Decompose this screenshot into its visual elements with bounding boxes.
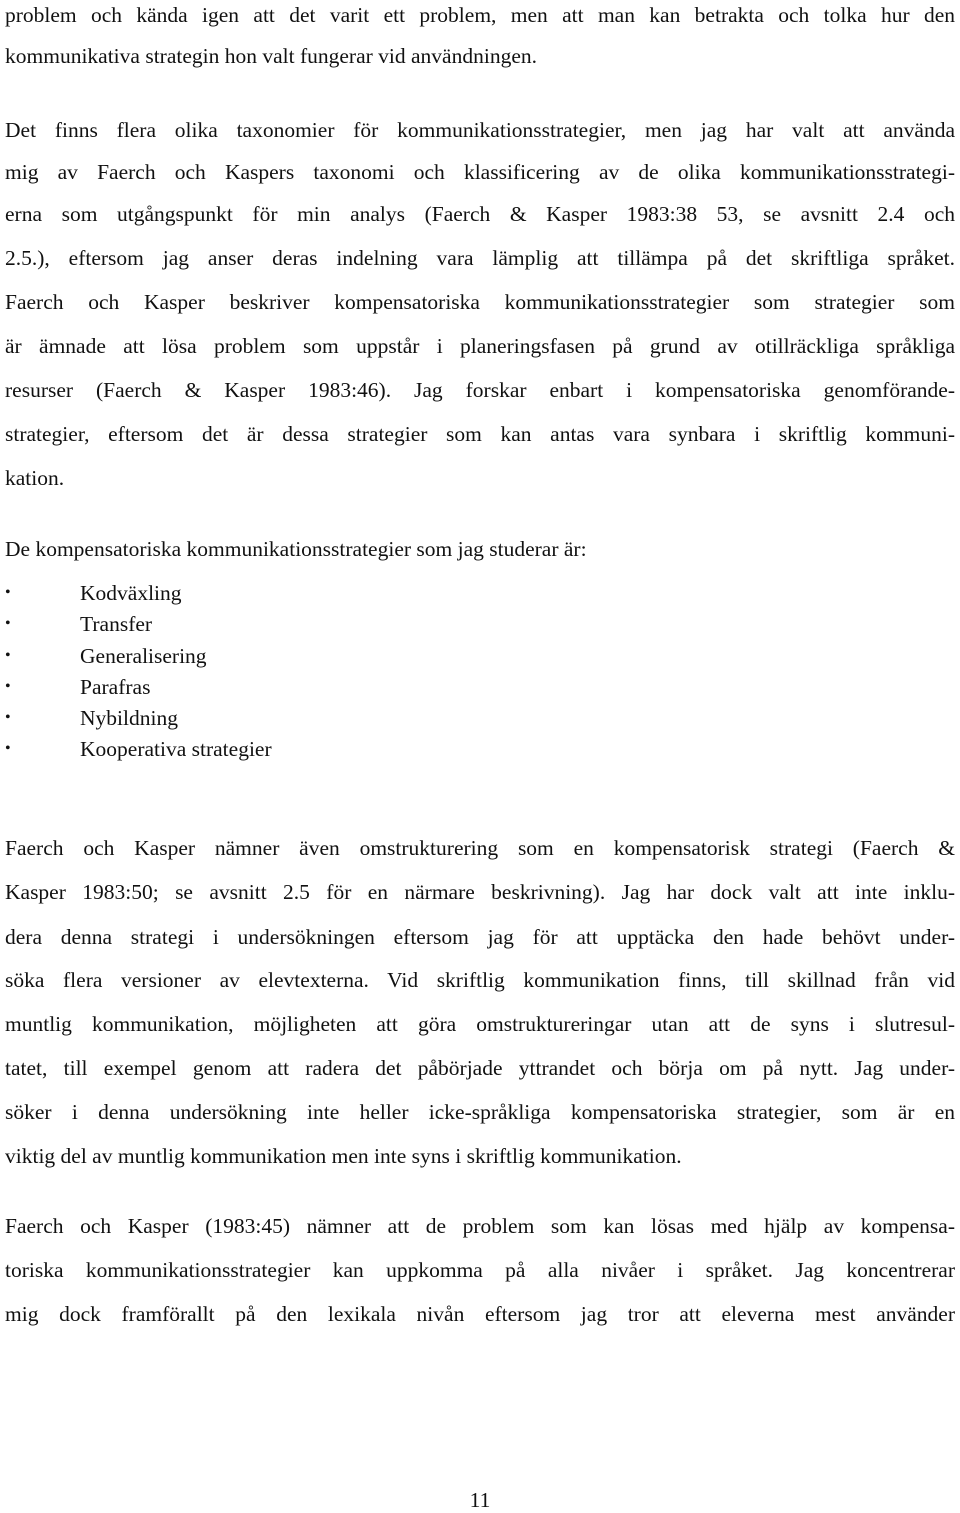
text-line: resurser (Faerch & Kasper 1983:46). Jag forskar enbart i kompensatoriska genomförande-: [5, 378, 955, 402]
text-line: kation.: [5, 466, 65, 490]
list-item-label: Transfer: [80, 612, 153, 636]
text-line: toriska kommunikationsstrategier kan uppkomma på alla nivåer i språket. Jag koncentrerar: [5, 1258, 955, 1282]
text-line: mig av Faerch och Kaspers taxonomi och klassificering av de olika kommunikationsstrategi-: [5, 160, 955, 184]
bullet-icon: •: [5, 709, 11, 726]
bullet-icon: •: [5, 584, 11, 601]
bullet-icon: •: [5, 647, 11, 664]
text-line: problem och kända igen att det varit ett problem, men att man kan betrakta och tolka hur den: [5, 3, 955, 27]
text-line: 2.5.), eftersom jag anser deras indelning vara lämplig att tillämpa på det skriftliga språket.: [5, 246, 955, 270]
text-line: erna som utgångspunkt för min analys (Faerch & Kasper 1983:38 53, se avsnitt 2.4 och: [5, 202, 955, 226]
list-item-label: Kooperativa strategier: [80, 737, 272, 761]
text-line: Det finns flera olika taxonomier för kommunikationsstrategier, men jag har valt att använda: [5, 118, 955, 142]
text-line: tatet, till exempel genom att radera det påbörjade yttrandet och börja om på nytt. Jag under-: [5, 1056, 955, 1080]
text-line: Kasper 1983:50; se avsnitt 2.5 för en närmare beskrivning). Jag har dock valt att inte inklu-: [5, 880, 955, 904]
text-line: söker i denna undersökning inte heller icke-språkliga kompensatoriska strategier, som är en: [5, 1100, 955, 1124]
list-item-label: Parafras: [80, 675, 151, 699]
list-item-label: Generalisering: [80, 644, 207, 668]
text-line: viktig del av muntlig kommunikation men inte syns i skriftlig kommunikation.: [5, 1144, 682, 1168]
page-number: 11: [469, 1488, 491, 1512]
text-line: dera denna strategi i undersökningen eftersom jag för att upptäcka den hade behövt under-: [5, 925, 955, 949]
text-line: är ämnade att lösa problem som uppstår i planeringsfasen på grund av otillräckliga språkliga: [5, 334, 955, 358]
text-line: Faerch och Kasper nämner även omstrukturering som en kompensatorisk strategi (Faerch &: [5, 836, 955, 860]
text-line: De kompensatoriska kommunikationsstrategier som jag studerar är:: [5, 537, 587, 561]
list-item-label: Nybildning: [80, 706, 178, 730]
bullet-icon: •: [5, 740, 11, 757]
text-line: mig dock framförallt på den lexikala nivån eftersom jag tror att eleverna mest använder: [5, 1302, 955, 1326]
text-line: söka flera versioner av elevtexterna. Vid skriftlig kommunikation finns, till skillnad från vid: [5, 968, 955, 992]
text-line: Faerch och Kasper (1983:45) nämner att de problem som kan lösas med hjälp av kompensa-: [5, 1214, 955, 1238]
bullet-icon: •: [5, 615, 11, 632]
text-line: kommunikativa strategin hon valt fungerar vid användningen.: [5, 44, 537, 68]
list-item-label: Kodväxling: [80, 581, 182, 605]
bullet-icon: •: [5, 678, 11, 695]
text-line: muntlig kommunikation, möjligheten att göra omstruktureringar utan att de syns i slutresul-: [5, 1012, 955, 1036]
text-line: strategier, eftersom det är dessa strategier som kan antas vara synbara i skriftlig kommuni-: [5, 422, 955, 446]
text-line: Faerch och Kasper beskriver kompensatoriska kommunikationsstrategier som strategier som: [5, 290, 955, 314]
